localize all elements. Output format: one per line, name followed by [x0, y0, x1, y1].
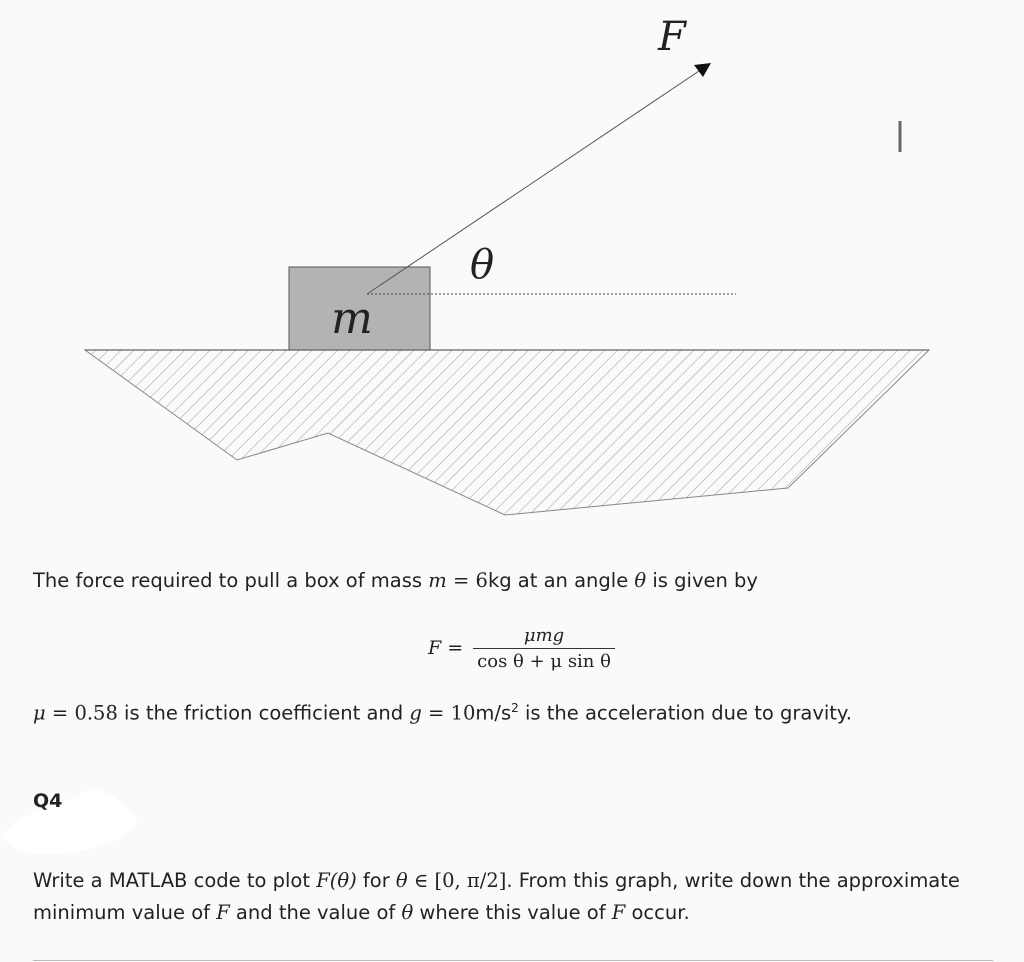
question-text [33, 865, 993, 929]
f-theta: F(θ) [316, 869, 357, 892]
text: kg at an angle [487, 569, 635, 592]
mass-value: 6 [475, 569, 488, 592]
text: The force required to pull a box of mass [33, 569, 429, 592]
question-label: Q4 [33, 790, 63, 812]
force-arrowhead [694, 63, 711, 77]
g-variable: g [409, 701, 422, 725]
force-label: F [658, 14, 686, 60]
fraction-denominator: cos θ + μ sin θ [473, 648, 615, 672]
text: Write a MATLAB code to plot [33, 869, 317, 892]
equals: = [421, 701, 451, 725]
constants-statement [33, 692, 852, 730]
text: is the friction coefficient and [117, 701, 410, 725]
angle-label: θ [469, 242, 495, 288]
mu-variable: μ [33, 701, 46, 725]
equals: = [446, 569, 476, 592]
mass-label: m [331, 293, 373, 344]
text: . From this graph, write down the approximate minimum value of [33, 869, 960, 924]
ground-hatched [85, 350, 929, 515]
divider [33, 960, 993, 961]
element-of: ∈ [407, 869, 435, 892]
theta-variable: θ [634, 569, 647, 592]
interval: [0, π/2] [434, 869, 507, 892]
unit-exponent: 2 [511, 701, 519, 715]
text: is given by [646, 569, 758, 592]
theta-variable: θ [401, 901, 414, 924]
mu-value: 0.58 [74, 701, 118, 725]
problem-statement [33, 565, 758, 597]
theta-variable: θ [395, 869, 408, 892]
mass-variable: m [428, 569, 447, 592]
text: and the value of [229, 901, 402, 924]
f-variable: F [611, 901, 626, 924]
unit: m/s [475, 701, 512, 725]
fraction [473, 625, 615, 672]
equals: = [45, 701, 75, 725]
eraser-smudge [0, 780, 140, 860]
text: occur. [625, 901, 690, 924]
text: where this value of [413, 901, 612, 924]
text: is the acceleration due to gravity. [518, 701, 852, 725]
force-equation [428, 620, 615, 676]
fraction-numerator: μmg [523, 624, 565, 646]
f-variable: F [216, 901, 230, 924]
text: for [356, 869, 396, 892]
force-vector-line [367, 69, 702, 294]
g-value: 10 [450, 701, 476, 725]
equation-lhs: F = [428, 637, 464, 659]
